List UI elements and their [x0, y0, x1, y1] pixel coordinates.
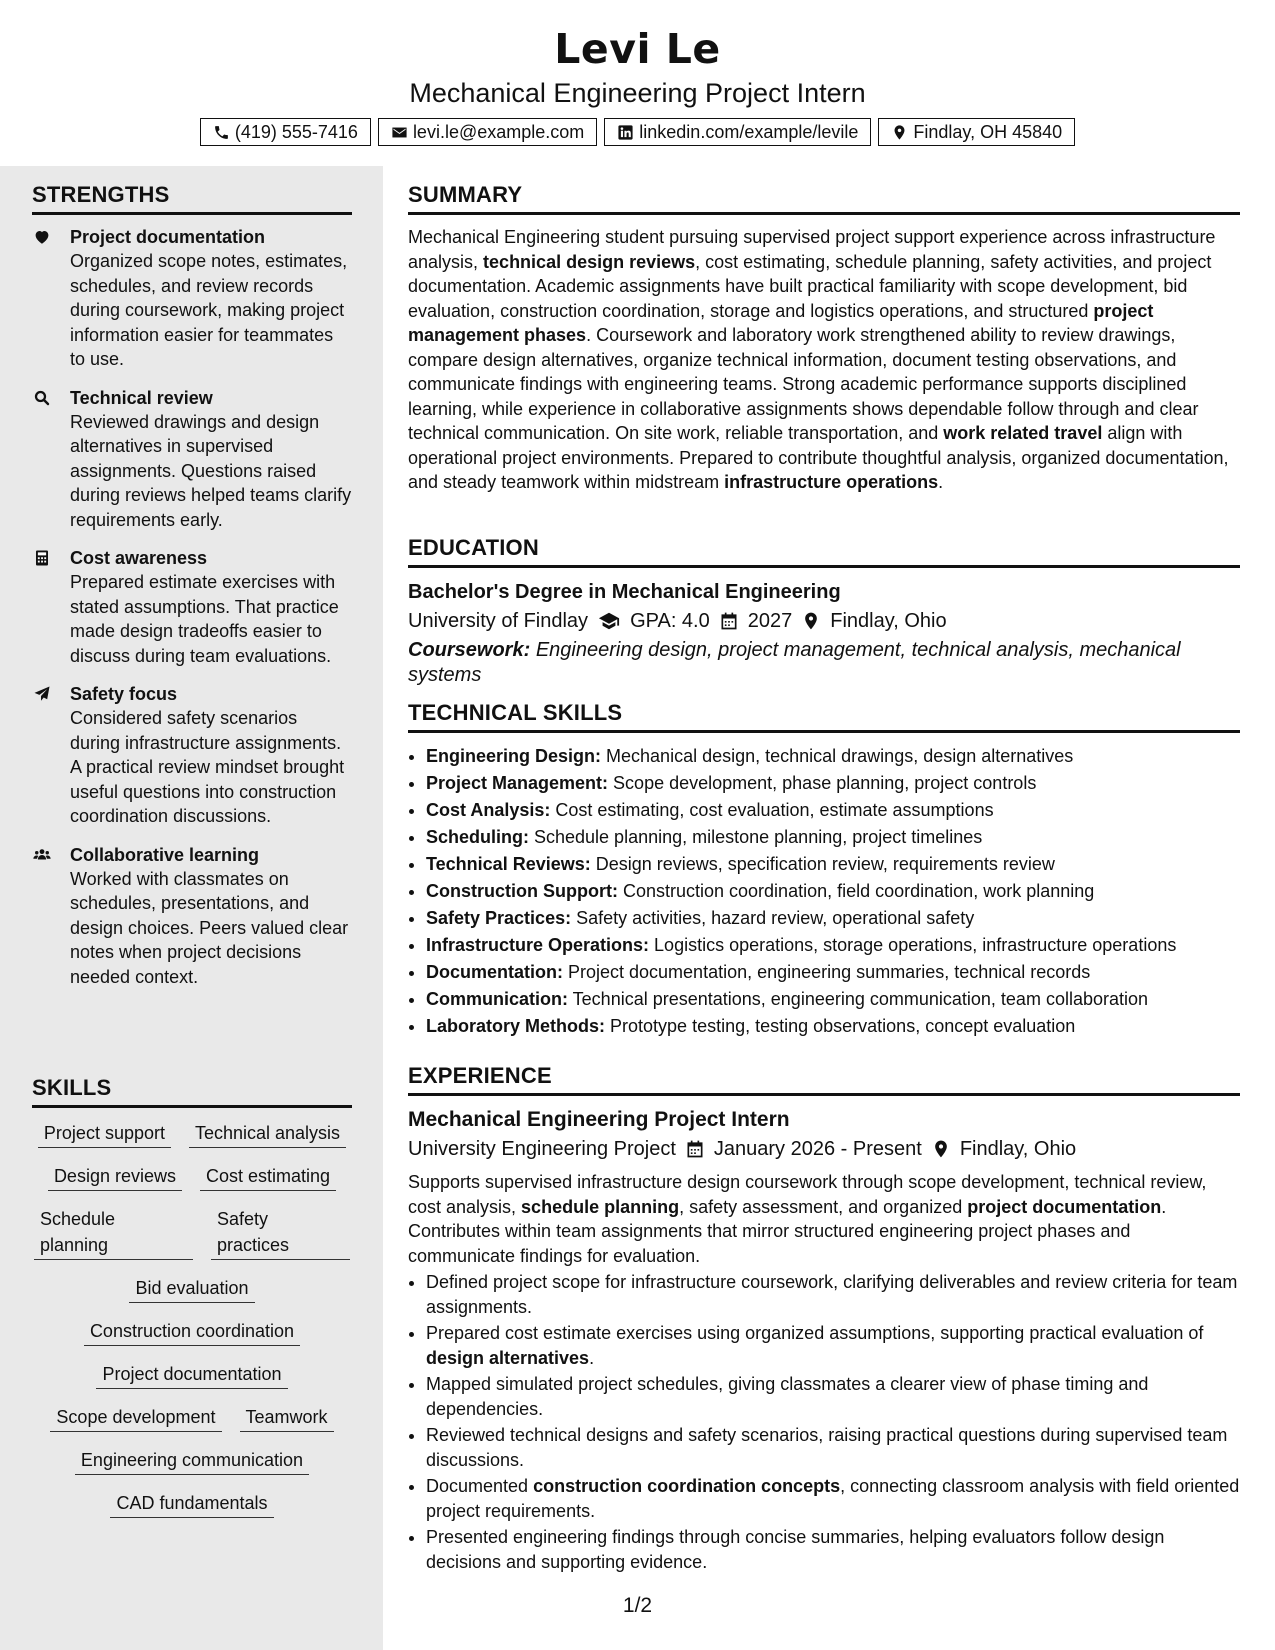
skill-row — [34, 1318, 350, 1346]
envelope-icon — [391, 124, 408, 141]
linkedin-text: linkedin.com/example/levile — [639, 121, 859, 142]
job-org: University Engineering Project — [408, 1138, 676, 1160]
bold-phrase: project management phases — [408, 300, 1154, 345]
strength-title: Project documentation — [70, 227, 266, 247]
strength-description: Reviewed drawings and design alternatives in supervised assignments. Questions raised during reviews helped teams clarify requirements early. — [70, 411, 352, 530]
summary-heading: SUMMARY — [408, 182, 1240, 215]
text-run: . — [938, 472, 944, 492]
technical-skill-value: Cost estimating, cost evaluation, estimate assumptions — [550, 800, 994, 820]
users-icon — [32, 846, 52, 864]
strength-description: Prepared estimate exercises with stated assumptions. That practice made design tradeoffs easier to discuss during team evaluations. — [70, 572, 339, 666]
graduation-cap-icon — [597, 610, 621, 632]
bold-phrase: infrastructure operations — [724, 472, 939, 492]
technical-skill-item — [426, 824, 1240, 851]
strength-body — [70, 546, 352, 668]
gpa: GPA: 4.0 — [630, 610, 710, 632]
technical-skill-value: Mechanical design, technical drawings, design alternatives — [601, 746, 1074, 766]
strengths-section — [32, 182, 352, 1003]
skill-row — [34, 1275, 350, 1303]
skill-chip: Project support — [38, 1120, 171, 1148]
text-run: . Coursework and laboratory work strengthened ability to review drawings, compare design alternatives, organize technical information, document testing observations, and communicate findings with engineering teams. Strong academic performance supports disciplined learning, while experience in collaborative assignments shows dependable follow through and clear technical communication. On site work, reliable transportation, and — [408, 325, 1199, 443]
technical-skill-value: Prototype testing, testing observations, concept evaluation — [605, 1016, 1076, 1036]
experience-heading: EXPERIENCE — [408, 1063, 1240, 1096]
skill-chip: Cost estimating — [200, 1163, 336, 1191]
technical-skill-label: Cost Analysis: — [426, 800, 551, 820]
bold-phrase: construction coordination concepts — [533, 1476, 841, 1496]
text-run: Defined project scope for infrastructure coursework, clarifying deliverables and review criteria for team assignments. — [426, 1272, 1238, 1317]
contact-email[interactable] — [378, 118, 597, 146]
text-run: . — [589, 1347, 595, 1368]
text-run: , connecting classroom analysis with field oriented project requirements. — [426, 1476, 1240, 1521]
coursework — [408, 638, 1240, 687]
technical-skill-item — [426, 770, 1240, 797]
technical-skill-value: Schedule planning, milestone planning, project timelines — [529, 827, 983, 847]
education-location: Findlay, Ohio — [830, 610, 947, 632]
coursework-text: Engineering design, project management, technical analysis, mechanical systems — [408, 639, 1181, 686]
map-marker-icon — [801, 611, 821, 631]
technical-skill-item — [426, 986, 1240, 1013]
job-title: Mechanical Engineering Project Intern — [408, 1108, 790, 1131]
skill-chip: CAD fundamentals — [110, 1490, 273, 1518]
technical-skill-label: Communication: — [426, 989, 568, 1009]
school: University of Findlay — [408, 610, 589, 632]
strength-title: Collaborative learning — [70, 844, 260, 865]
skill-chip: Technical analysis — [189, 1120, 346, 1148]
skill-chip: Construction coordination — [84, 1318, 300, 1346]
technical-skill-item — [426, 959, 1240, 986]
strength-description: Considered safety scenarios during infrastructure assignments. A practical review mindset brought useful questions into construction coordination discussions. — [70, 708, 345, 826]
strength-item — [32, 843, 352, 990]
experience-section — [408, 1063, 1240, 1576]
experience-bullet — [426, 1372, 1240, 1421]
skill-chip: Safety practices — [211, 1206, 350, 1260]
bold-phrase: technical design reviews — [483, 251, 696, 272]
technical-skill-value: Logistics operations, storage operations, infrastructure operations — [649, 935, 1177, 955]
bold-phrase: schedule planning — [521, 1196, 680, 1217]
text-run: . Contributes within team assignments that mirror structured engineering project phases and communicate findings for evaluation. — [408, 1196, 1167, 1266]
heart-icon — [32, 228, 52, 246]
skill-chip: Engineering communication — [75, 1447, 309, 1475]
contact-location — [878, 118, 1075, 146]
strength-title: Safety focus — [70, 684, 178, 704]
text-run: Mapped simulated project schedules, giving classmates a clearer view of phase timing and dependencies. — [426, 1374, 1149, 1419]
strength-icon-wrap — [32, 225, 56, 372]
strength-description: Worked with classmates on schedules, presentations, and design choices. Peers valued clear notes when project decisions needed context. — [70, 868, 349, 987]
text-run: Prepared cost estimate exercises using organized assumptions, supporting practical evaluation of — [426, 1323, 1204, 1343]
technical-skill-value: Technical presentations, engineering communication, team collaboration — [568, 989, 1149, 1009]
skill-row — [34, 1404, 350, 1432]
job-location: Findlay, Ohio — [959, 1138, 1077, 1160]
strength-body — [70, 682, 352, 829]
technical-skills-list — [408, 743, 1240, 1040]
education-section — [408, 535, 1240, 687]
skill-row — [34, 1206, 350, 1260]
calendar-icon — [685, 1139, 705, 1159]
job-dates: January 2026 - Present — [713, 1138, 922, 1160]
skills-list — [32, 1120, 352, 1518]
strength-body — [70, 843, 352, 990]
strength-icon-wrap — [32, 843, 56, 990]
skill-row — [34, 1490, 350, 1518]
candidate-name: Levi Le — [554, 25, 721, 73]
text-run: align with operational project environments. Prepared to contribute thoughtful analysis, organized documentation, and steady teamwork within midstream — [408, 423, 1229, 492]
degree: Bachelor's Degree in Mechanical Engineering — [408, 581, 841, 603]
text-run: Documented — [426, 1476, 534, 1496]
calendar-icon — [719, 611, 739, 631]
strength-body — [70, 225, 352, 372]
technical-skill-label: Laboratory Methods: — [426, 1016, 606, 1036]
technical-skill-label: Engineering Design: — [426, 746, 602, 766]
contact-linkedin[interactable] — [604, 118, 871, 146]
page-indicator: 1/2 — [622, 1594, 653, 1617]
text-run: Reviewed technical designs and safety scenarios, raising practical questions during supervised team discussions. — [426, 1425, 1228, 1470]
bold-phrase: project documentation — [967, 1196, 1162, 1217]
technical-skill-item — [426, 932, 1240, 959]
coursework-label: Coursework: — [408, 639, 531, 661]
technical-skill-value: Construction coordination, field coordination, work planning — [617, 881, 1095, 901]
skill-row — [34, 1447, 350, 1475]
strength-item — [32, 386, 352, 533]
technical-skill-item — [426, 797, 1240, 824]
technical-skill-item — [426, 878, 1240, 905]
skill-chip: Bid evaluation — [129, 1275, 254, 1303]
experience-bullet — [426, 1423, 1240, 1472]
technical-skill-value: Scope development, phase planning, project controls — [608, 773, 1037, 793]
job-intro — [408, 1170, 1240, 1268]
strength-title: Technical review — [70, 387, 213, 408]
education-details — [408, 606, 1240, 636]
strength-description: Organized scope notes, estimates, schedules, and review records during coursework, making project information easier for teammates to use. — [70, 251, 348, 369]
technical-skill-label: Construction Support: — [426, 881, 618, 901]
text-run: , safety assessment, and organized — [679, 1196, 968, 1217]
strength-icon-wrap — [32, 546, 56, 668]
strength-icon-wrap — [32, 386, 56, 533]
strength-icon-wrap — [32, 682, 56, 829]
technical-skill-label: Infrastructure Operations: — [426, 935, 650, 955]
contact-bar — [0, 118, 1275, 146]
technical-skill-value: Project documentation, engineering summaries, technical records — [563, 962, 1091, 982]
text-run: Supports supervised infrastructure design coursework through scope development, technical review, cost analysis, — [408, 1172, 1207, 1217]
skills-section — [32, 1075, 352, 1533]
email-text: levi.le@example.com — [412, 121, 585, 142]
summary-section — [408, 182, 1240, 495]
strength-item — [32, 546, 352, 668]
strength-title: Cost awareness — [70, 548, 208, 568]
technical-skill-label: Documentation: — [426, 962, 563, 982]
technical-skill-value: Design reviews, specification review, requirements review — [590, 854, 1055, 874]
resume-header — [0, 0, 1275, 166]
technical-skills-heading: TECHNICAL SKILLS — [408, 700, 1240, 733]
calculator-icon — [32, 549, 52, 567]
phone-text: (419) 555-7416 — [234, 121, 358, 142]
skill-chip: Design reviews — [48, 1163, 182, 1191]
text-run: , cost estimating, schedule planning, safety activities, and project documentation. Academic assignments have built practical familiarity with scope development, bid evaluation, construction coordination, storage and logistics operations, and structured — [408, 251, 1212, 321]
technical-skill-item — [426, 1013, 1240, 1040]
job-details — [408, 1134, 1240, 1164]
paper-plane-icon — [32, 685, 52, 703]
map-marker-icon — [931, 1139, 951, 1159]
technical-skill-label: Safety Practices: — [426, 908, 572, 928]
experience-bullet — [426, 1525, 1240, 1574]
technical-skill-label: Project Management: — [426, 773, 609, 793]
experience-bullet — [426, 1270, 1240, 1319]
bold-phrase: design alternatives — [426, 1347, 590, 1368]
sidebar — [0, 166, 383, 1650]
technical-skill-item — [426, 851, 1240, 878]
skill-row — [34, 1361, 350, 1389]
bold-phrase: work related travel — [943, 423, 1103, 443]
graduation-year: 2027 — [747, 610, 793, 632]
technical-skill-item — [426, 743, 1240, 770]
contact-phone[interactable] — [200, 118, 371, 146]
job-bullets — [408, 1270, 1240, 1574]
technical-skill-label: Technical Reviews: — [426, 854, 591, 874]
skill-chip: Scope development — [50, 1404, 221, 1432]
experience-bullet — [426, 1474, 1240, 1523]
strengths-list — [32, 225, 352, 989]
strength-item — [32, 682, 352, 829]
education-heading: EDUCATION — [408, 535, 1240, 568]
search-icon — [32, 389, 52, 407]
text-run: Presented engineering findings through concise summaries, helping evaluators follow design decisions and supporting evidence. — [426, 1527, 1165, 1572]
experience-bullet — [426, 1321, 1240, 1370]
strength-body — [70, 386, 352, 533]
skill-row — [34, 1163, 350, 1191]
technical-skill-label: Scheduling: — [426, 827, 529, 847]
technical-skill-value: Safety activities, hazard review, operational safety — [571, 908, 975, 928]
text-run: Mechanical Engineering student pursuing supervised project support experience across infrastructure analysis, — [408, 227, 1216, 272]
skill-chip: Project documentation — [96, 1361, 287, 1389]
map-marker-icon — [891, 124, 908, 141]
candidate-title: Mechanical Engineering Project Intern — [409, 78, 866, 108]
skill-chip: Schedule planning — [34, 1206, 193, 1260]
location-text: Findlay, OH 45840 — [913, 121, 1063, 142]
strengths-heading: STRENGTHS — [32, 182, 352, 215]
technical-skill-item — [426, 905, 1240, 932]
phone-icon — [213, 124, 230, 141]
skill-row — [34, 1120, 350, 1148]
linkedin-icon — [617, 124, 634, 141]
skill-chip: Teamwork — [240, 1404, 334, 1432]
summary-text — [408, 225, 1240, 495]
strength-item — [32, 225, 352, 372]
technical-skills-section — [408, 700, 1240, 1040]
skills-heading: SKILLS — [32, 1075, 352, 1108]
